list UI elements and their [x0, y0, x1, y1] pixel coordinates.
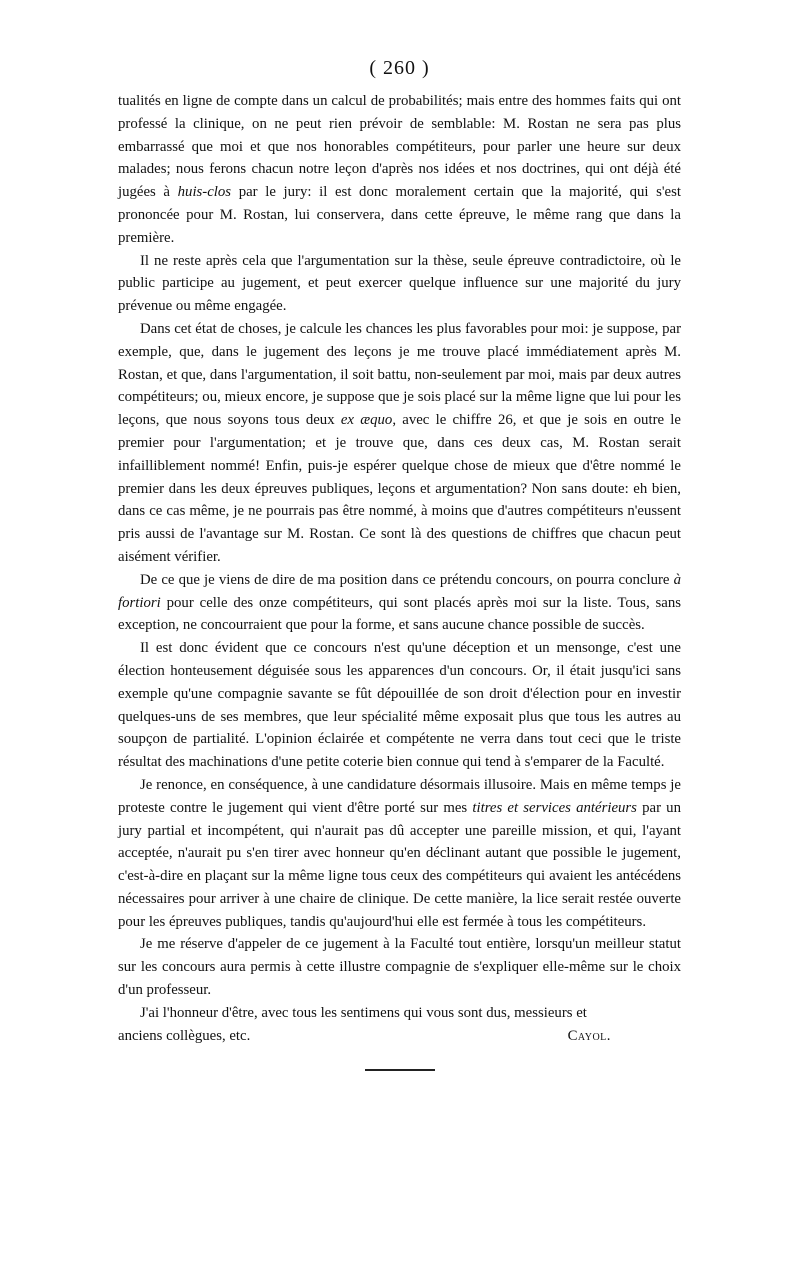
- text-run: tualités en ligne de compte dans un calcul de probabilités; mais entre des hommes faits qui ont professé la clinique, on ne peut rien prévoir de semblable: M. Rostan ne sera pas plus embarrassé que moi et que nos honorables compétiteurs, pour parler une heure sur deux malades; nous ferons chacun notre leçon d'après nos idées et nos doctrines, qui ont déjà été jugées à: [118, 93, 681, 201]
- text-run: J'ai l'honneur d'être, avec tous les sentimens qui vous sont dus, messieurs et: [140, 1004, 587, 1021]
- paragraph: [118, 569, 681, 637]
- text-run: Il ne reste après cela que l'argumentation sur la thèse, seule épreuve contradictoire, où le public participe au jugement, et peut exercer quelque influence sur une majorité du jury prévenue ou même engagée.: [118, 252, 681, 315]
- italic-text: huis-clos: [177, 184, 232, 201]
- end-rule: [365, 1069, 435, 1071]
- paragraph: [118, 774, 681, 934]
- text-run: Dans cet état de choses, je calcule les chances les plus favorables pour moi: je suppose, par exemple, que, dans le jugement des leçons je me trouve placé immédiatement après M. Rostan, et que, dans l'argumentation, il soit battu, non-seulement par moi, mais par deux autres compétiteurs; ou, mieux encore, je suppose que je sois placé sur la même ligne que lui pour les leçons, que nous soyons tous deux: [118, 320, 681, 429]
- text-run: Il est donc évident que ce concours n'est qu'une déception et un mensonge, c'est une élection honteusement déguisée sous les apparences d'un concours. Or, il était jusqu'ici sans exemple qu'une compagnie savante se fût dépouillée de son droit d'élection pour en investir quelques-uns de ses membres, que leur spécialité même exposait plus que tous les autres au soupçon de partialité. L'opinion éclairée et compétente ne verra dans tout ceci que le triste résultat des machinations d'une petite coterie bien connue qui tend à s'emparer de la Faculté.: [118, 640, 681, 771]
- paragraph: [118, 318, 681, 569]
- text-run: par un jury partial et incompétent, qui n'aurait pas dû accepter une pareille mission, et qui, l'ayant acceptée, n'aurait pu s'en tirer avec honneur qu'en déclinant autant que possible le jugement, c'est-à-dire en plaçant sur la même ligne tous ceux des compétiteurs qui avaient les antécédens nécessaires pour arriver à une chaire de clinique. De cette manière, la lice serait restée ouverte pour les épreuves publiques, tandis qu'aujourd'hui elle est fermée à tous les compétiteurs.: [118, 799, 681, 930]
- paragraph: [118, 637, 681, 774]
- paragraph: [118, 933, 681, 1001]
- italic-text: à fortiori: [118, 571, 681, 611]
- page-number: ( 260 ): [369, 57, 430, 79]
- text-run: De ce que je viens de dire de ma position dans ce prétendu concours, on pourra conclure: [140, 571, 674, 588]
- paragraph: [118, 1002, 681, 1025]
- italic-text: ex æquo: [340, 412, 393, 429]
- body-text: [118, 90, 681, 1025]
- text-run: pour celle des onze compétiteurs, qui sont placés après moi sur la liste. Tous, sans exception, ne concourraient que pour la forme, et sans aucune chance possible de succès.: [118, 594, 681, 634]
- text-run: Je me réserve d'appeler de ce jugement à la Faculté tout entière, lorsqu'un meilleur statut sur les concours aura permis à cette illustre compagnie de s'expliquer elle-même sur le choix d'un professeur.: [118, 936, 681, 999]
- paragraph: [118, 250, 681, 318]
- italic-text: titres et services antérieurs: [472, 799, 637, 816]
- closing-line: [118, 1025, 681, 1048]
- text-run: Je renonce, en conséquence, à une candidature désormais illusoire. Mais en même temps je proteste contre le jugement qui vient d'être porté sur mes: [118, 776, 681, 816]
- book-page: [118, 56, 681, 1071]
- text-run: par le jury: il est donc moralement certain que la majorité, qui s'est prononcée pour M. Rostan, lui conservera, dans cette épreuve, le même rang que dans la première.: [118, 184, 681, 246]
- signature: Cayol.: [567, 1027, 611, 1044]
- text-run: , avec le chiffre 26, et que je sois en outre le premier pour l'argumentation; et je trouve que, dans ces deux cas, M. Rostan serait infailliblement nommé! Enfin, puis-je espérer quelque chose de mieux que d'être nommé le premier dans les deux épreuves publiques, leçons et argumentation? Non sans doute: eh bien, dans ce cas même, je ne pourrais pas être nommé, à moins que d'autres compétiteurs n'eussent pris aussi de l'avantage sur M. Rostan. Ce sont là des questions de chiffres que chacun peut aisément vérifier.: [118, 412, 681, 565]
- paragraph: [118, 90, 681, 250]
- closing-formula: anciens collègues, etc.: [118, 1027, 251, 1044]
